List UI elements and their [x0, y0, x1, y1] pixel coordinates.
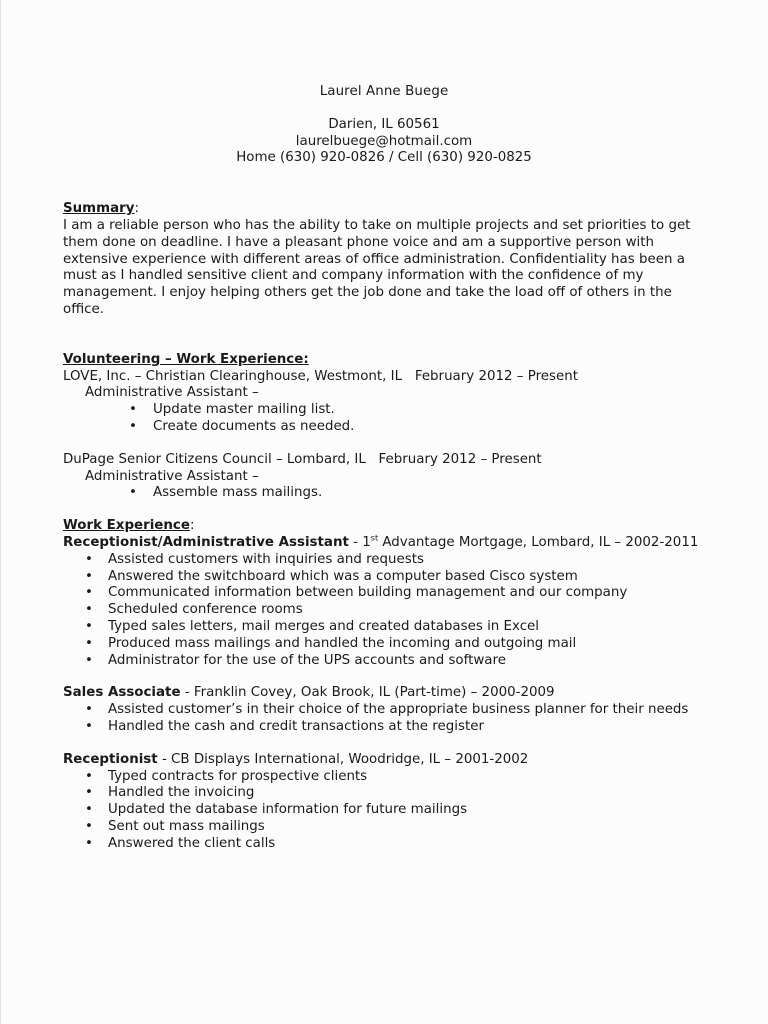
volunteering-section — [63, 352, 705, 502]
list-item: • Assisted customers with inquiries and requests — [85, 552, 705, 569]
resume-content — [63, 84, 705, 852]
list-item: • Handled the invoicing — [85, 785, 705, 802]
volunteer-org: LOVE, Inc. – Christian Clearinghouse, Westmont, IL February 2012 – Present — [63, 368, 578, 384]
list-item: • Communicated information between building management and our company — [85, 585, 705, 602]
job-heading — [63, 752, 705, 769]
list-item: • Answered the switchboard which was a computer based Cisco system — [85, 569, 705, 586]
email: laurelbuege@hotmail.com — [295, 133, 473, 149]
list-item: • Update master mailing list. — [129, 402, 705, 419]
job-separator: - 1 — [348, 534, 371, 550]
volunteering-title: Volunteering – Work Experience: — [63, 351, 309, 367]
list-item: • Produced mass mailings and handled the incoming and outgoing mail — [85, 636, 705, 653]
job-duties — [63, 702, 705, 736]
work-colon: : — [189, 518, 195, 534]
summary-title: Summary — [63, 201, 135, 217]
volunteer-role: Administrative Assistant – — [85, 385, 259, 401]
list-item: • Answered the client calls — [85, 836, 705, 853]
volunteer-role: Administrative Assistant – — [85, 468, 259, 484]
list-item: • Typed contracts for prospective clients — [85, 769, 705, 786]
list-item: • Scheduled conference rooms — [85, 602, 705, 619]
job-title: Sales Associate — [63, 685, 181, 701]
volunteer-duties — [63, 485, 705, 502]
list-item: • Updated the database information for future mailings — [85, 802, 705, 819]
location: Darien, IL 60561 — [328, 116, 440, 132]
work-heading — [63, 518, 705, 535]
volunteer-duties — [63, 402, 705, 436]
work-section — [63, 518, 705, 852]
list-item: • Typed sales letters, mail merges and created databases in Excel — [85, 619, 705, 636]
summary-section — [63, 201, 705, 319]
list-item: • Assemble mass mailings. — [129, 485, 705, 502]
job-heading — [63, 535, 705, 552]
volunteer-org: DuPage Senior Citizens Council – Lombard, IL February 2012 – Present — [63, 451, 542, 467]
job-duties — [63, 769, 705, 853]
summary-text: I am a reliable person who has the ability to take on multiple projects and set priorities to get them done on deadline. I have a pleasant phone voice and am a supportive person with extensive experience with different areas of office administration. Confidentiality has been a must as I handled sensitive client and company information with the confidence of my management. I enjoy helping others get the job done and take the load off of others in the office. — [63, 217, 691, 317]
spacer — [63, 436, 705, 452]
list-item: • Assisted customer’s in their choice of the appropriate business planner for their needs — [85, 702, 705, 719]
job-details: Advantage Mortgage, Lombard, IL – 2002-2011 — [378, 534, 699, 550]
job-title: Receptionist/Administrative Assistant — [63, 534, 349, 550]
resume-header — [63, 84, 705, 167]
job-duties — [63, 552, 705, 670]
job-details: - CB Displays International, Woodridge, IL – 2001-2002 — [157, 751, 529, 767]
spacer — [63, 736, 705, 752]
work-title: Work Experience — [63, 518, 190, 534]
list-item: • Sent out mass mailings — [85, 819, 705, 836]
summary-heading — [63, 201, 705, 218]
job-details: - Franklin Covey, Oak Brook, IL (Part-time) – 2000-2009 — [180, 685, 555, 701]
ordinal-suffix: st — [370, 533, 379, 543]
job-title: Receptionist — [63, 751, 158, 767]
list-item: • Handled the cash and credit transactions at the register — [85, 719, 705, 736]
page-edge — [0, 0, 1, 1024]
list-item: • Administrator for the use of the UPS accounts and software — [85, 653, 705, 670]
list-item: • Create documents as needed. — [129, 419, 705, 436]
spacer — [63, 669, 705, 685]
summary-colon: : — [134, 201, 139, 217]
job-heading — [63, 685, 705, 702]
applicant-name: Laurel Anne Buege — [319, 84, 449, 99]
phone-numbers: Home (630) 920-0826 / Cell (630) 920-0825 — [236, 150, 532, 166]
